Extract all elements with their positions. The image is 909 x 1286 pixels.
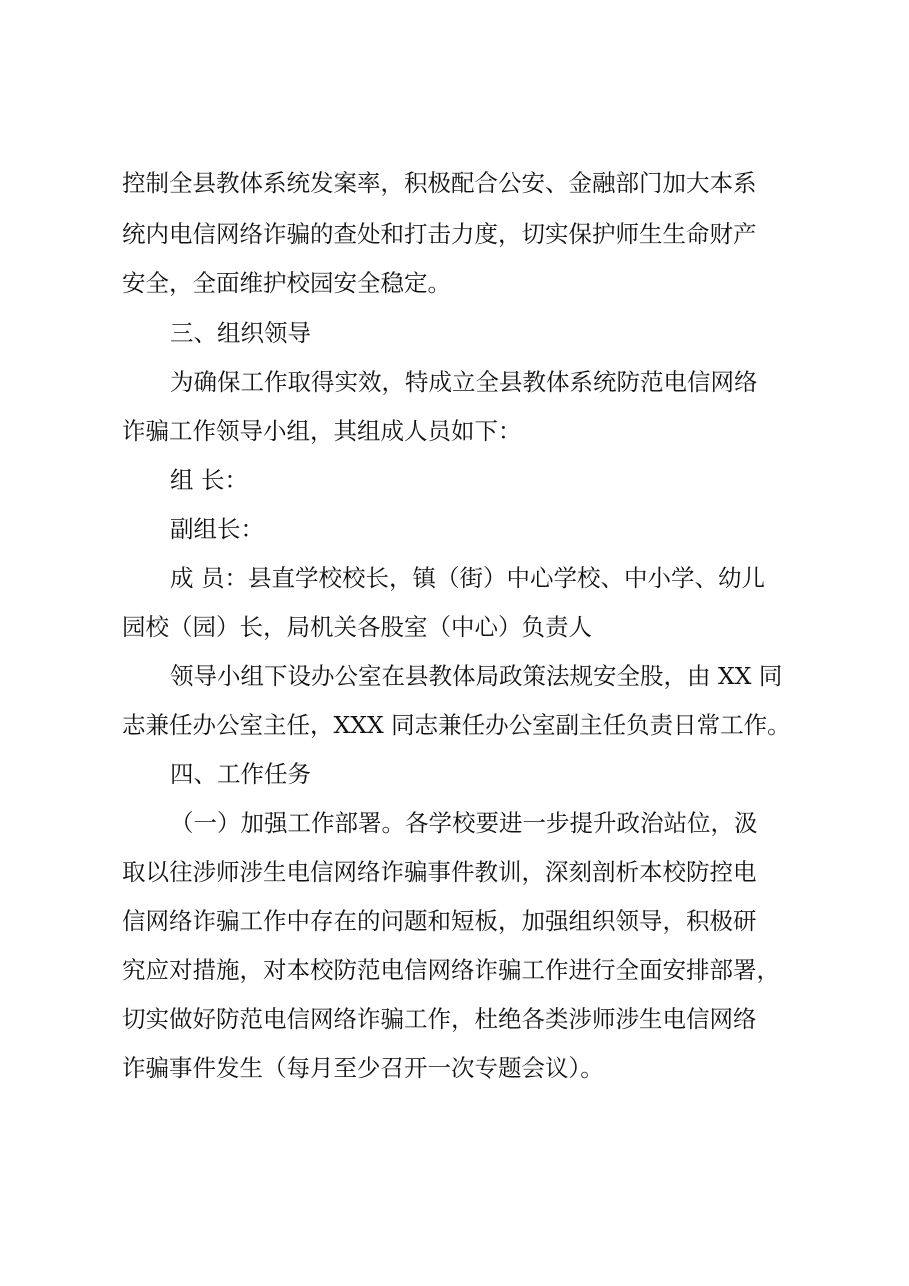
- body-text-line: 取以往涉师涉生电信网络诈骗事件教训，深刻剖析本校防控电: [122, 858, 757, 886]
- body-text-line: 究应对措施，对本校防范电信网络诈骗工作进行全面安排部署，: [122, 956, 780, 984]
- deputy-leader-line: 副组长：: [170, 515, 264, 543]
- body-text-line: 诈骗事件发生（每月至少召开一次专题会议）。: [122, 1054, 604, 1082]
- body-text-line: 切实做好防范电信网络诈骗工作，杜绝各类涉师涉生电信网络: [122, 1005, 757, 1033]
- body-text-line: 安全，全面维护校园安全稳定。: [122, 269, 451, 297]
- body-text-line: 志兼任办公室主任，XXX 同志兼任办公室副主任负责日常工作。: [122, 711, 791, 739]
- body-text-line: 控制全县教体系统发案率，积极配合公安、金融部门加大本系: [122, 169, 757, 197]
- section-heading-tasks: 四、工作任务: [170, 760, 311, 788]
- group-leader-line: 组 长：: [170, 466, 248, 494]
- section-heading-organization: 三、组织领导: [170, 319, 311, 347]
- body-text-line: 诈骗工作领导小组，其组成人员如下：: [122, 417, 522, 445]
- body-text-line: 统内电信网络诈骗的查处和打击力度，切实保护师生生命财产: [122, 220, 757, 248]
- body-text-line: 信网络诈骗工作中存在的问题和短板，加强组织领导，积极研: [122, 907, 757, 935]
- body-text-line: （一）加强工作部署。各学校要进一步提升政治站位，汲: [170, 809, 758, 837]
- body-text-line: 为确保工作取得实效，特成立全县教体系统防范电信网络: [170, 368, 758, 396]
- body-text-line: 领导小组下设办公室在县教体局政策法规安全股，由 XX 同: [170, 662, 783, 690]
- body-text-line: 园校（园）长，局机关各股室（中心）负责人: [122, 613, 592, 641]
- members-line: 成 员：县直学校校长，镇（街）中心学校、中小学、幼儿: [170, 564, 765, 592]
